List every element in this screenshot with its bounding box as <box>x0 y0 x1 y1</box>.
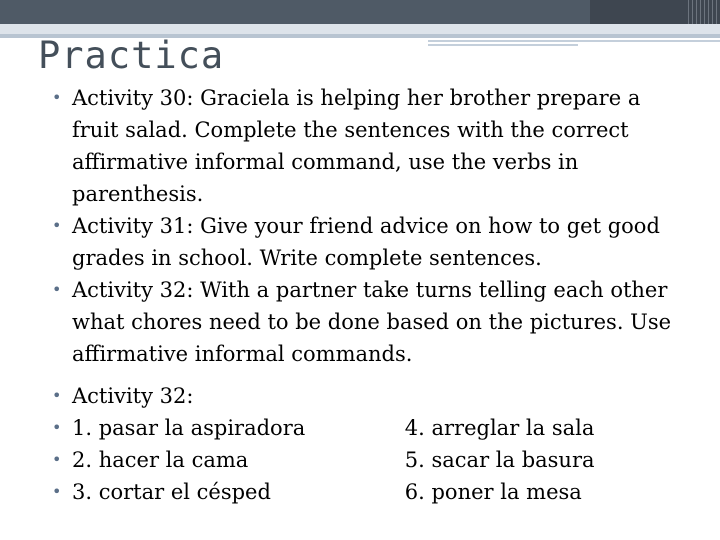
bullet-icon: • <box>52 386 62 405</box>
chore-item: 4. arreglar la sala <box>404 416 595 440</box>
bullet-icon: • <box>52 280 62 299</box>
header-band <box>0 24 720 34</box>
chore-item: 5. sacar la basura <box>404 448 595 472</box>
bullet-icon: • <box>52 88 62 107</box>
chore-item: 2. hacer la cama <box>72 448 249 472</box>
chore-row <box>52 412 692 444</box>
list-heading-text: Activity 32: <box>72 384 194 408</box>
chore-item: 6. poner la mesa <box>404 480 582 504</box>
bullet-text: Activity 30: Graciela is helping her brother prepare a fruit salad. Complete the sentences with the correct affirmative informal command, use the verbs in parenthesis. <box>72 86 641 206</box>
bullet-icon: • <box>52 418 62 437</box>
bullet-text: Activity 31: Give your friend advice on how to get good grades in school. Write complete sentences. <box>72 214 660 270</box>
bullet-item-activity-30 <box>52 82 692 210</box>
bullet-text: Activity 32: With a partner take turns telling each other what chores need to be done based on the pictures. Use affirmative informal commands. <box>72 278 672 366</box>
slide-title: Practica <box>38 34 225 77</box>
list-heading <box>52 380 692 412</box>
chore-row <box>52 476 692 508</box>
header-bar-texture <box>688 0 720 24</box>
chore-item: 1. pasar la aspiradora <box>72 416 306 440</box>
bullet-icon: • <box>52 482 62 501</box>
chore-row <box>52 444 692 476</box>
bullet-icon: • <box>52 216 62 235</box>
accent-line-short <box>428 44 578 46</box>
slide-content <box>52 82 692 508</box>
bullet-item-activity-31 <box>52 210 692 274</box>
chore-item: 3. cortar el césped <box>72 480 271 504</box>
bullet-item-activity-32 <box>52 274 692 370</box>
accent-line <box>428 40 720 42</box>
bullet-icon: • <box>52 450 62 469</box>
